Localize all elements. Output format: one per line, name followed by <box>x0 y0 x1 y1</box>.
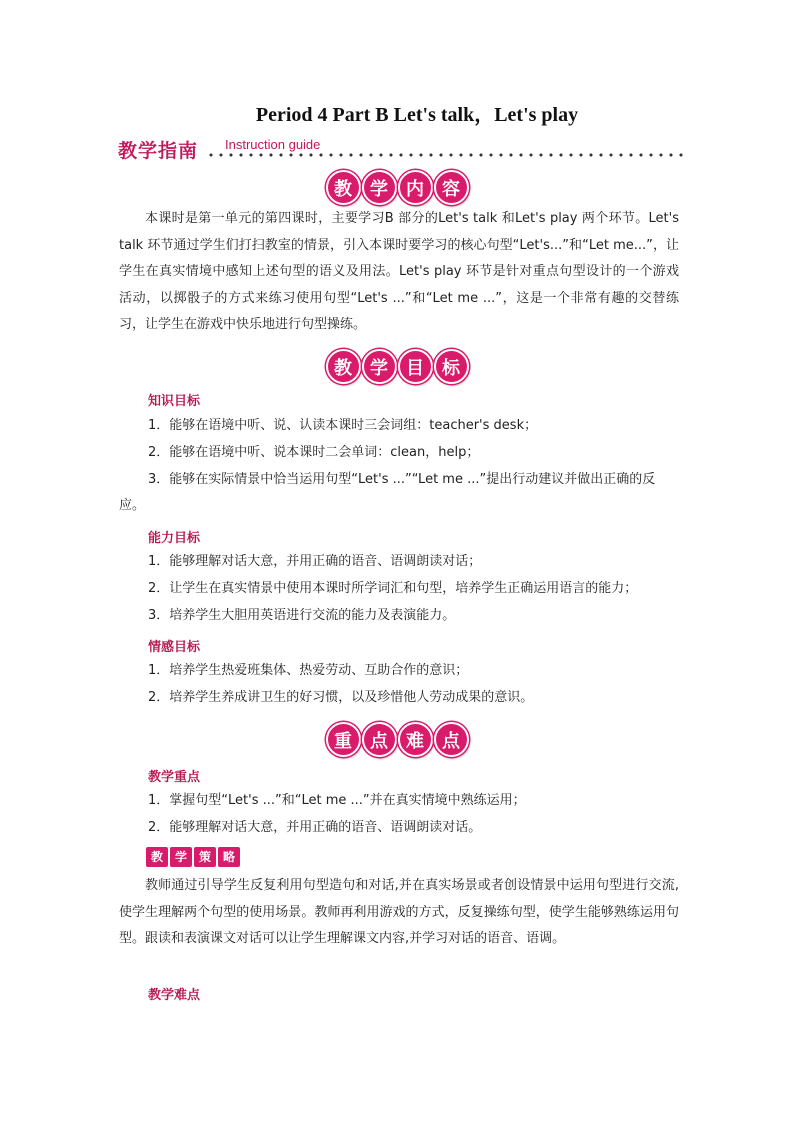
badge-char: 难 <box>398 722 433 757</box>
guide-label-en: Instruction guide <box>225 137 321 152</box>
knowledge-item: 2．能够在语境中听、说本课时二会单词：clean，help； <box>148 445 480 460</box>
badge-char: 点 <box>362 722 397 757</box>
badge-char: 目 <box>398 349 433 384</box>
content-text: 本课时是第一单元的第四课时，主要学习B 部分的Let's talk 和Let's play 两个环节。Let's talk 环节通过学生们打扫教室的情景，引入本课时要学习的核心句型“Let's...”和“Let me...”，让学生在真实情境中感知上述句型的语义及用法。Let's play 环节是针对重点句型设计的一个游戏活动，以掷骰子的方式来练习使用句型“Let's ...”和“Let me ...”，这是一个非常有趣的交替练习，让学生在游戏中快乐地进行句型操练。 <box>119 211 679 332</box>
tag-char: 略 <box>218 847 240 867</box>
knowledge-heading: 知识目标 <box>148 394 201 409</box>
focus-heading: 教学重点 <box>148 770 201 785</box>
badge-char: 教 <box>326 349 361 384</box>
tag-char: 策 <box>194 847 216 867</box>
badge-char: 内 <box>398 170 433 205</box>
emotion-heading: 情感目标 <box>148 640 201 655</box>
knowledge-item: 1．能够在语境中听、说、认读本课时三会词组：teacher's desk； <box>148 418 538 433</box>
focus-item: 2．能够理解对话大意，并用正确的语音、语调朗读对话。 <box>148 820 482 835</box>
badge-char: 学 <box>362 170 397 205</box>
focus-item: 1．掌握句型“Let's ...”和“Let me ...”并在真实情境中熟练运用； <box>148 793 526 808</box>
badge-char: 教 <box>326 170 361 205</box>
badge-char: 容 <box>434 170 469 205</box>
dotted-divider <box>206 152 684 158</box>
ability-item: 1．能够理解对话大意，并用正确的语音、语调朗读对话； <box>148 554 482 569</box>
ability-heading: 能力目标 <box>148 531 201 546</box>
emotion-item: 1．培养学生热爱班集体、热爱劳动、互助合作的意识； <box>148 663 469 678</box>
instruction-guide-banner <box>118 134 686 164</box>
tag-char: 学 <box>170 847 192 867</box>
badge-char: 标 <box>434 349 469 384</box>
content-paragraph <box>119 206 679 339</box>
strategy-text: 教师通过引导学生反复利用句型造句和对话,并在真实场景或者创设情景中运用句型进行交流,使学生理解两个句型的使用场景。教师再利用游戏的方式，反复操练句型，使学生能够熟练运用句型。跟读和表演课文对话可以让学生理解课文内容,并学习对话的语音、语调。 <box>119 878 679 946</box>
strategy-tag <box>146 847 240 867</box>
difficulty-heading: 教学难点 <box>148 988 201 1003</box>
page-title: Period 4 Part B Let's talk，Let's play <box>255 104 579 126</box>
section-heading-content <box>0 170 794 205</box>
ability-item: 3．培养学生大胆用英语进行交流的能力及表演能力。 <box>148 608 456 623</box>
section-heading-objectives <box>0 349 794 384</box>
ability-item: 2．让学生在真实情景中使用本课时所学词汇和句型，培养学生正确运用语言的能力； <box>148 581 638 596</box>
strategy-paragraph <box>119 873 679 953</box>
guide-label-cn: 教学指南 <box>118 140 199 162</box>
badge-char: 学 <box>362 349 397 384</box>
tag-char: 教 <box>146 847 168 867</box>
badge-char: 点 <box>434 722 469 757</box>
emotion-item: 2．培养学生养成讲卫生的好习惯，以及珍惜他人劳动成果的意识。 <box>148 690 534 705</box>
knowledge-item: 3．能够在实际情景中恰当运用句型“Let's ...”“Let me ...”提出行动建议并做出正确的反应。 <box>119 472 656 513</box>
badge-char: 重 <box>326 722 361 757</box>
section-heading-keypoints <box>0 722 794 757</box>
